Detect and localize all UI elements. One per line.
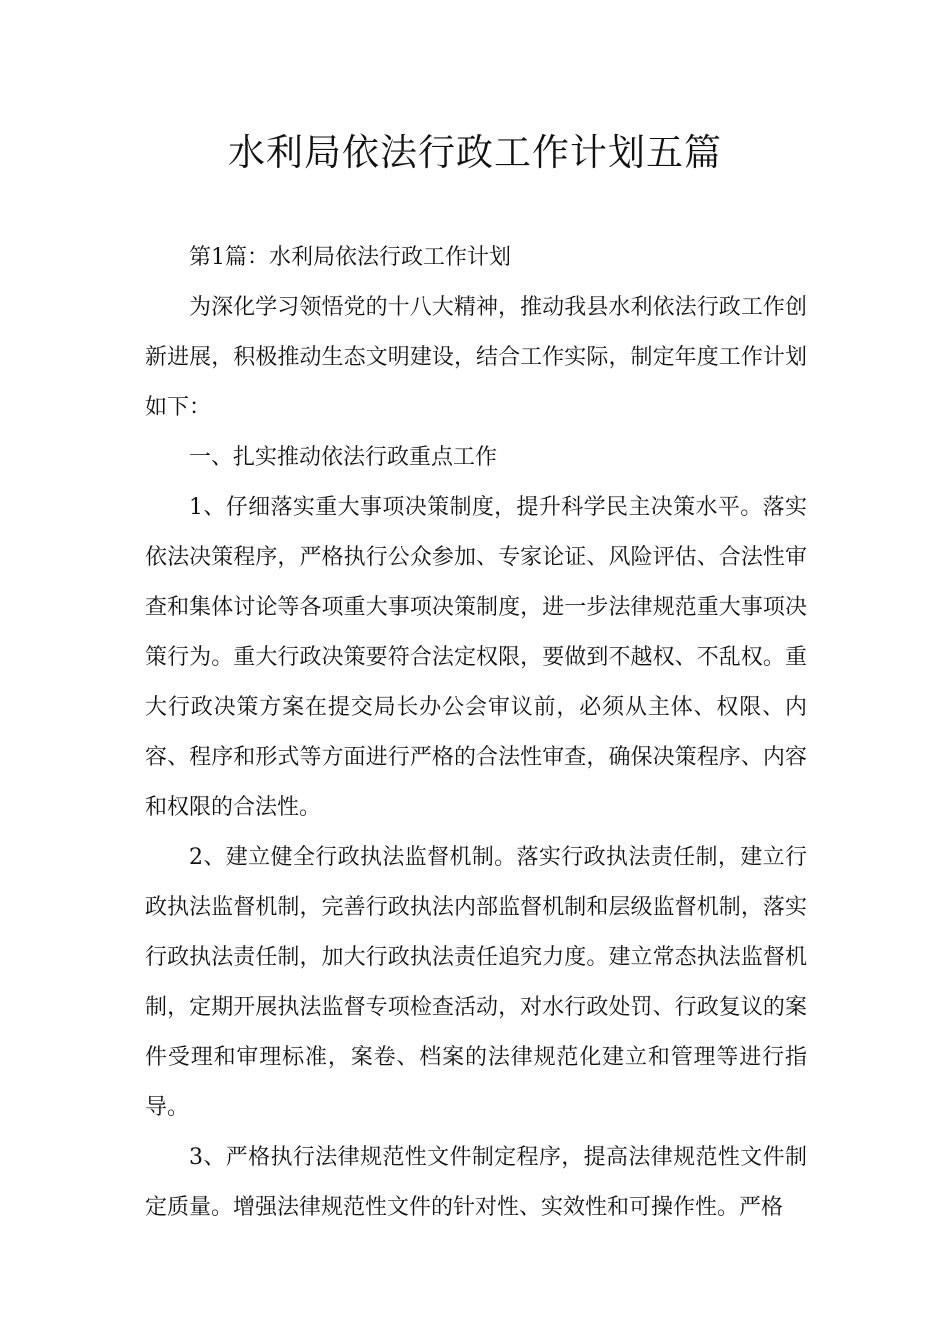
paragraph: 第1篇：水利局依法行政工作计划 — [189, 245, 511, 270]
paragraph: 1、仔细落实重大事项决策制度，提升科学民主决策水平。落实依法决策程序，严格执行公众参加、专家论证、风险评估、合法性审查和集体讨论等各项重大事项决策制度，进一步法律规范重大事项决策行为。重大行政决策要符合法定权限，要做到不越权、不乱权。重大行政决策方案在提交局长办公会审议前，必须从主体、权限、内容、程序和形式等方面进行严格的合法性审查，确保决策程序、内容和权限的合法性。 — [145, 495, 807, 820]
document-title: 水利局依法行政工作计划五篇 — [228, 131, 722, 174]
document-body — [145, 233, 807, 1233]
paragraph: 2、建立健全行政执法监督机制。落实行政执法责任制，建立行政执法监督机制，完善行政执法内部监督机制和层级监督机制，落实行政执法责任制，加大行政执法责任追究力度。建立常态执法监督机制，定期开展执法监督专项检查活动，对水行政处罚、行政复议的案件受理和审理标准，案卷、档案的法律规范化建立和管理等进行指导。 — [145, 845, 807, 1120]
paragraph: 3、严格执行法律规范性文件制定程序，提高法律规范性文件制定质量。增强法律规范性文件的针对性、实效性和可操作性。严格 — [145, 1145, 807, 1220]
paragraph: 一、扎实推动依法行政重点工作 — [189, 445, 498, 470]
paragraph: 为深化学习领悟党的十八大精神，推动我县水利依法行政工作创新进展，积极推动生态文明建设，结合工作实际，制定年度工作计划如下： — [145, 295, 807, 420]
